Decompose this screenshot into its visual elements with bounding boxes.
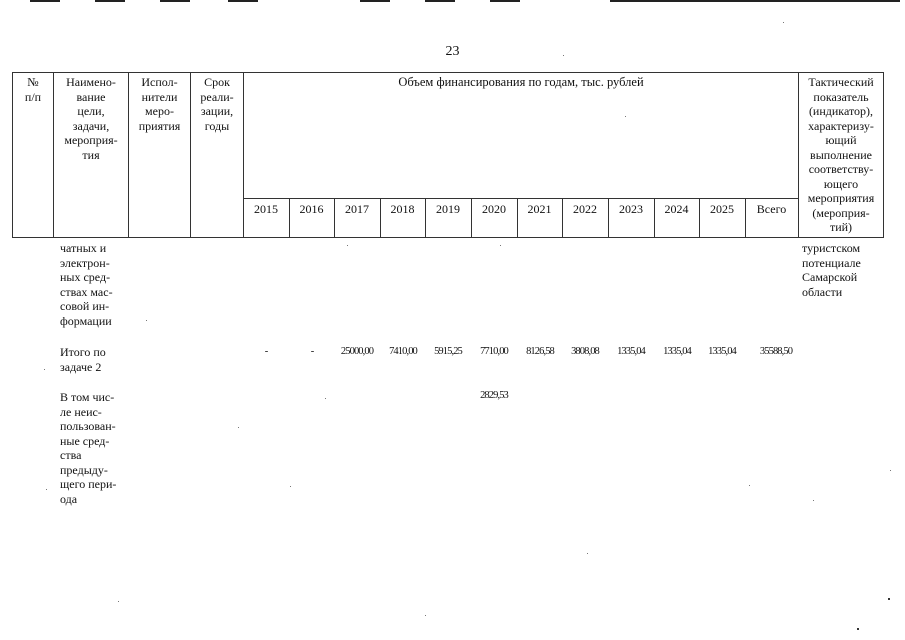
header-financing: Объем финансирования по годам, тыс. рублей (398, 75, 644, 89)
year-2025: 2025 (710, 202, 734, 216)
scan-edge-rule (425, 0, 455, 2)
year-2018: 2018 (390, 202, 415, 216)
total-2020: 7710,00 (480, 346, 508, 357)
total-2024: 1335,04 (663, 346, 691, 357)
scan-speck (625, 116, 626, 117)
scan-edge-rule (95, 0, 125, 2)
total-2015: - (264, 346, 268, 357)
scan-speck (783, 22, 784, 23)
scan-edge-rule (30, 0, 60, 2)
total-all: 35588,50 (759, 346, 793, 357)
scan-speck (46, 489, 47, 490)
header-number: № п/п (24, 75, 42, 104)
scan-edge-rule (610, 0, 900, 2)
year-2024: 2024 (664, 202, 689, 216)
total-2025: 1335,04 (708, 346, 736, 357)
year-2020: 2020 (482, 202, 506, 216)
total-2019: 5915,25 (434, 346, 462, 357)
total-2017: 25000,00 (340, 346, 374, 357)
table-header (12, 72, 884, 238)
scan-speck (813, 500, 814, 501)
total-2022: 3808,08 (571, 346, 599, 357)
total-2023: 1335,04 (617, 346, 645, 357)
scan-speck (857, 628, 859, 630)
year-2016: 2016 (299, 202, 324, 216)
header-term: Срок реали- зации, годы (200, 75, 234, 133)
continued-name-text: чатных и электрон- ных сред- ствах мас- совой ин- формации (60, 241, 113, 328)
total-2016: - (310, 346, 314, 357)
continued-indicator-text: туристском потенциале Самарской области (802, 241, 861, 299)
scan-speck (325, 398, 326, 399)
scan-speck (146, 320, 147, 321)
scan-speck (749, 485, 750, 486)
scan-speck (890, 470, 891, 471)
year-2015: 2015 (254, 202, 278, 216)
grid-line (243, 198, 798, 199)
scan-speck (118, 601, 119, 602)
scan-speck (238, 427, 239, 428)
total-2021: 8126,58 (526, 346, 554, 357)
unused-funds-2020: 2829,53 (480, 390, 508, 401)
scan-speck (44, 369, 45, 370)
page-number: 23 (445, 44, 460, 59)
scan-edge-rule (228, 0, 258, 2)
year-2021: 2021 (527, 202, 552, 216)
grid-line (883, 72, 884, 238)
header-indicator: Тактический показатель (индикатор), характеризу- ющий выполнение соответству- ющего мероприятия (мероприя- тий) (807, 75, 875, 234)
scan-edge-rule (490, 0, 520, 2)
year-2017: 2017 (345, 202, 369, 216)
scan-speck (425, 615, 426, 616)
year-2019: 2019 (436, 202, 460, 216)
unused-funds-label: В том чис- ле неис- пользован- ные сред- ства предыду- щего пери- ода (60, 390, 117, 506)
grid-line (12, 72, 884, 73)
scan-speck (500, 245, 501, 246)
scan-edge-rule (360, 0, 390, 2)
total-row-label: Итого по задаче 2 (60, 345, 106, 374)
scan-speck (587, 553, 588, 554)
scan-speck (347, 245, 348, 246)
scan-edge-rule (160, 0, 190, 2)
year-total: Всего (756, 202, 787, 216)
year-2022: 2022 (573, 202, 597, 216)
scan-speck (888, 598, 890, 600)
header-name: Наимено- вание цели, задачи, мероприя- тия (64, 75, 118, 162)
scan-speck (290, 486, 291, 487)
header-executors: Испол- нители меро- приятия (138, 75, 181, 133)
scan-speck (563, 55, 564, 56)
total-2018: 7410,00 (389, 346, 417, 357)
year-2023: 2023 (619, 202, 643, 216)
grid-line (12, 237, 884, 238)
